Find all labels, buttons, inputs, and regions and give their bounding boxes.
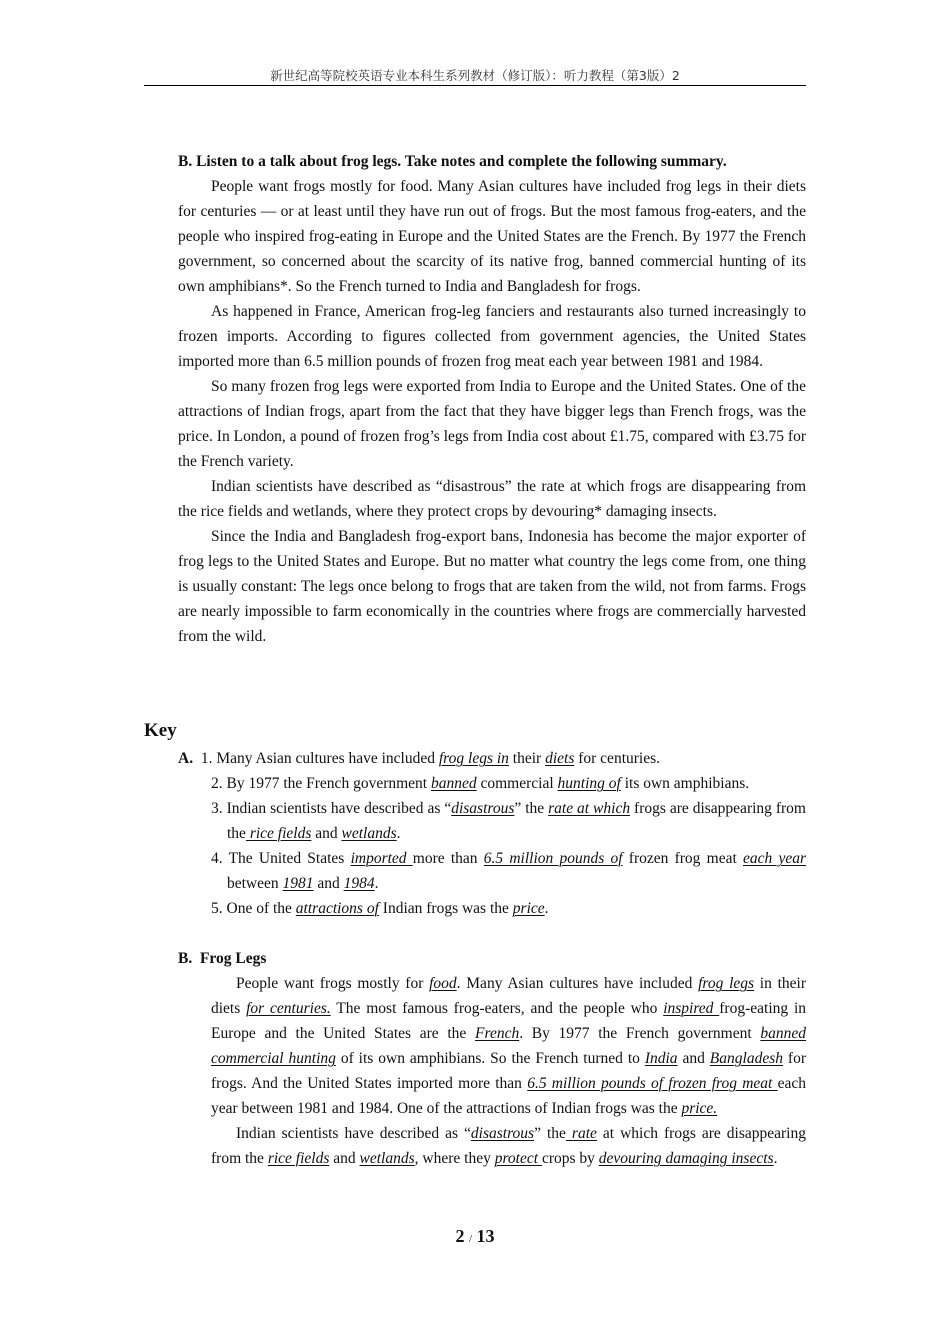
summary-paragraph-2: Indian scientists have described as “disastrous” the rate at which frogs are disappearing from the rice fields and wetlands, where they protect crops by devouring damaging insects. xyxy=(211,1125,806,1167)
key-item-4: 4. The United States imported more than 6.5 million pounds of frozen frog meat each year between 1981 and 1984. xyxy=(211,850,807,892)
answer: 1981 xyxy=(282,875,314,892)
key-title: Key xyxy=(144,720,177,741)
answer: price xyxy=(512,900,545,917)
answer: disastrous xyxy=(451,800,515,817)
passage-paragraph: As happened in France, American frog-leg fanciers and restaurants also turned increasingly to frozen imports. According to figures collected from government agencies, the United States imported more than 6.5 million pounds of frozen frog meat each year between 1981 and 1984. xyxy=(178,303,806,370)
page-number xyxy=(0,1226,950,1247)
key-item-5: 5. One of the attractions of Indian frogs was the price. xyxy=(211,900,549,917)
answer: wetlands xyxy=(341,825,397,842)
answer: imported xyxy=(350,850,413,867)
answer: rate at which xyxy=(548,800,631,817)
answer: banned xyxy=(430,775,477,792)
page-separator: / xyxy=(468,1233,473,1245)
key-item-1: A. 1. Many Asian cultures have included frog legs in their diets for centuries. xyxy=(178,750,661,767)
key-item-3: 3. Indian scientists have described as “disastrous” the rate at which frogs are disappearing from the rice fields and wetlands. xyxy=(211,800,806,842)
key-a-label: A. xyxy=(178,750,194,767)
answer: attractions of xyxy=(295,900,379,917)
answer: 6.5 million pounds of xyxy=(483,850,623,867)
answer: rice fields xyxy=(245,825,312,842)
header-rule xyxy=(144,85,806,86)
current-page: 2 xyxy=(455,1226,465,1246)
answer: each year xyxy=(742,850,807,867)
answer: hunting of xyxy=(557,775,621,792)
passage-paragraph: Since the India and Bangladesh frog-export bans, Indonesia has become the major exporter of frog legs to the United States and Europe. But no matter what country the legs come from, one thing is usually constant: The legs once belong to frogs that are taken from the wild, not from farms. Frogs are nearly impossible to farm economically in the countries where frogs are commercially harvested from the wild. xyxy=(178,528,806,645)
answer: 1984 xyxy=(343,875,375,892)
answer: diets xyxy=(545,750,575,767)
passage-paragraph: Indian scientists have described as “disastrous” the rate at which frogs are disappearing from the rice fields and wetlands, where they protect crops by devouring* damaging insects. xyxy=(178,478,806,520)
key-b-heading: B. Frog Legs xyxy=(178,950,267,967)
answer: frog legs in xyxy=(438,750,509,767)
answer-key xyxy=(178,746,806,1171)
summary-paragraph-1: People want frogs mostly for food. Many Asian cultures have included frog legs in their diets for centuries. The most famous frog-eaters, and the people who inspired frog-eating in Europe and the United States are the French. By 1977 the French government banned commercial hunting of its own amphibians. So the French turned to India and Bangladesh for frogs. And the United States imported more than 6.5 million pounds of frozen frog meat each year between 1981 and 1984. One of the attractions of Indian frogs was the price. xyxy=(211,975,807,1117)
key-item-2: 2. By 1977 the French government banned commercial hunting of its own amphibians. xyxy=(211,775,750,792)
running-header: 新世纪高等院校英语专业本科生系列教材（修订版）：听力教程（第3版）2 xyxy=(270,68,680,83)
key-b-summary xyxy=(178,971,806,1171)
total-pages: 13 xyxy=(476,1226,495,1246)
passage-paragraph: People want frogs mostly for food. Many Asian cultures have included frog legs in their diets for centuries — or at least until they have run out of frogs. But the most famous frog-eaters, and the people who inspired frog-eating in Europe and the United States are the French. By 1977 the French government, so concerned about the scarcity of its native frog, banned commercial hunting of its own amphibians*. So the French turned to India and Bangladesh for frogs. xyxy=(178,178,806,295)
section-b-exercise xyxy=(178,149,806,649)
passage-paragraph: So many frozen frog legs were exported from India to Europe and the United States. One of the attractions of Indian frogs, apart from the fact that they have bigger legs than French frogs, was the price. In London, a pound of frozen frog’s legs from India cost about £1.75, compared with £3.75 for the French variety. xyxy=(178,378,806,470)
section-b-heading: B. Listen to a talk about frog legs. Take notes and complete the following summary. xyxy=(178,153,727,170)
